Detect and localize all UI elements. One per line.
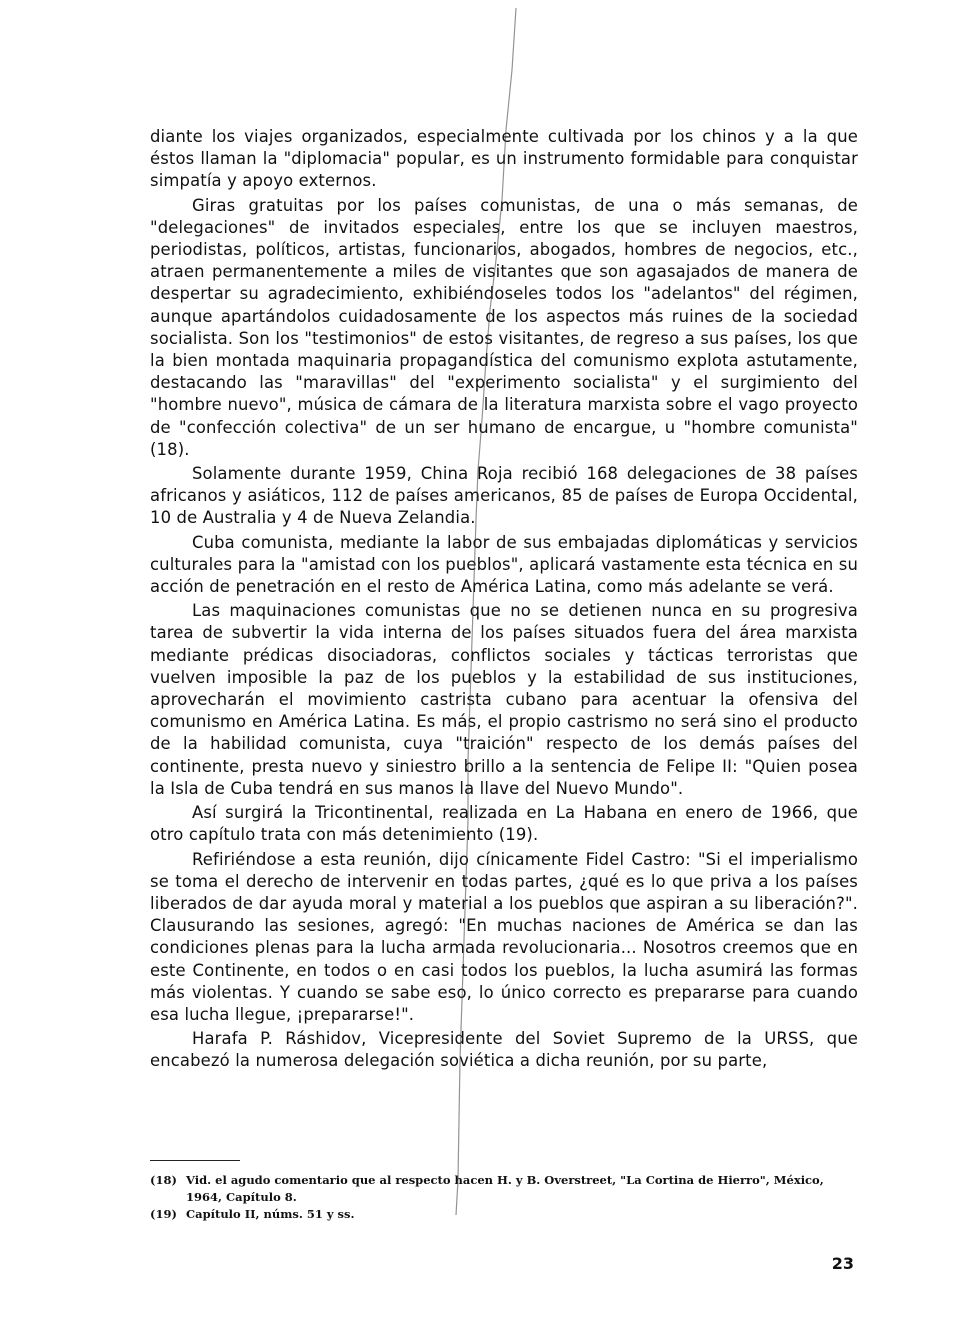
paragraph-2: Giras gratuitas por los países comunistas, de una o más semanas, de "delegaciones" de invitados especiales, entre los que se incluyen maestros, periodistas, políticos, artistas, funcionarios, abogados, hombres de negocios, etc., atraen permanentemente a miles de visitantes que son agasajados de manera de despertar su agradecimiento, exhibiéndoseles todos los "adelantos" del régimen, aunque apartándolos cuidadosamente de los aspectos más ruines de la sociedad socialista. Son los "testimonios" de estos visitantes, de regreso a sus países, los que la bien montada maquinaria propagandística del comunismo explota astutamente, destacando las "maravillas" del "experimento socialista" y el surgimiento del "hombre nuevo", música de cámara de la literatura marxista sobre el vago proyecto de "confección colectiva" de un ser humano de encargue, u "hombre comunista" (18). — [150, 195, 858, 459]
footnote-text: Capítulo II, núms. 51 y ss. — [186, 1207, 355, 1221]
footnote-divider — [150, 1160, 240, 1161]
paragraph-5: Las maquinaciones comunistas que no se detienen nunca en su progresiva tarea de subvertir la vida interna de los países situados fuera del área marxista mediante prédicas disociadoras, conflictos sociales y tácticas terroristas que vuelven imposible la paz de los pueblos y la estabilidad de sus instituciones, aprovecharán el movimiento castrista cubano para acentuar la ofensiva del comunismo en América Latina. Es más, el propio castrismo no será sino el producto de la habilidad comunista, cuya "traición" respecto de los demás países del continente, presta nuevo y siniestro brillo a la sentencia de Felipe II: "Quien posea la Isla de Cuba tendrá en sus manos la llave del Nuevo Mundo". — [150, 601, 858, 798]
paragraph-1: diante los viajes organizados, especialmente cultivada por los chinos y a la que éstos llaman la "diplomacia" popular, es un instrumento formidable para conquistar simpatía y apoyo externos. — [150, 127, 858, 191]
footnote-19 — [150, 1206, 862, 1223]
paragraph-6: Así surgirá la Tricontinental, realizada en La Habana en enero de 1966, que otro capítulo trata con más detenimiento (19). — [150, 803, 858, 845]
paragraph-3: Solamente durante 1959, China Roja recibió 168 delegaciones de 38 países africanos y asiáticos, 112 de países americanos, 85 de países de Europa Occidental, 10 de Australia y 4 de Nueva Zelandia. — [150, 464, 858, 528]
footnotes — [150, 1172, 862, 1223]
page-number: 23 — [831, 1254, 854, 1273]
footnote-number: (19) — [150, 1207, 177, 1221]
paragraph-7: Refiriéndose a esta reunión, dijo cínicamente Fidel Castro: "Si el imperialismo se toma el derecho de intervenir en todas partes, ¿qué es lo que priva a los países liberados de dar ayuda moral y material a los pueblos que aspiran a su liberación?". Clausurando las sesiones, agregó: "En muchas naciones de América se dan las condiciones plenas para la lucha armada revolucionaria... Nosotros creemos que en este Continente, en todos o en casi todos los pueblos, la lucha asumirá las formas más violentas. Y cuando se sabe eso, lo único correcto es prepararse para cuando esa lucha llegue, ¡prepararse!". — [150, 849, 858, 1024]
paragraph-8: Harafa P. Ráshidov, Vicepresidente del Soviet Supremo de la URSS, que encabezó la numerosa delegación soviética a dicha reunión, por su parte, — [150, 1029, 858, 1071]
footnote-18 — [150, 1172, 862, 1206]
footnote-text: Vid. el agudo comentario que al respecto hacen H. y B. Overstreet, "La Cortina de Hierro", México, 1964, Capítulo 8. — [186, 1173, 824, 1204]
body-text — [150, 126, 858, 1075]
footnote-number: (18) — [150, 1173, 177, 1187]
paragraph-4: Cuba comunista, mediante la labor de sus embajadas diplomáticas y servicios culturales para la "amistad con los pueblos", aplicará vastamente esta técnica en su acción de penetración en el resto de América Latina, como más adelante se verá. — [150, 532, 859, 597]
